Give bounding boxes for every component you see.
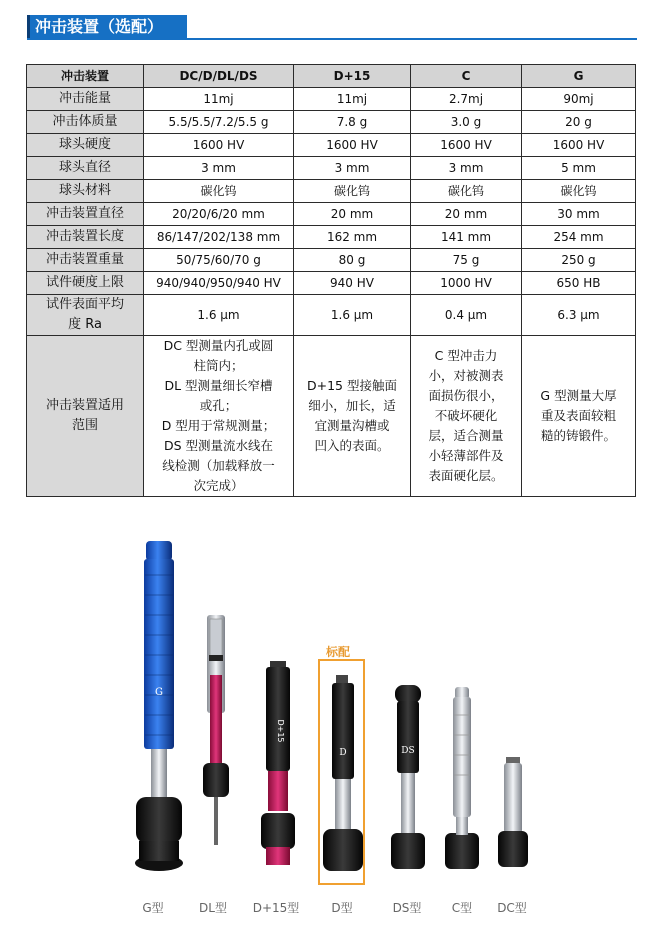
table-cell: 1000 HV <box>411 272 522 295</box>
table-cell: 碳化钨 <box>294 180 411 203</box>
table-cell: 1.6 μm <box>294 295 411 336</box>
row-label: 冲击装置重量 <box>27 249 144 272</box>
range-line: D 型用于常规测量； <box>161 418 276 433</box>
range-line: DC 型测量内孔或圆 <box>163 338 274 353</box>
table-cell: 3 mm <box>411 157 522 180</box>
range-line: 小轻薄部件及 <box>428 448 504 463</box>
table-cell: 20 g <box>522 111 636 134</box>
range-line: 柱筒内； <box>193 358 244 373</box>
probe-label-dl: DL型 <box>199 901 227 915</box>
table-row <box>27 272 636 295</box>
probe-label-g: G型 <box>142 901 164 915</box>
table-cell: 1600 HV <box>144 134 294 157</box>
table-row <box>27 180 636 203</box>
range-line: 凹入的表面。 <box>314 438 390 453</box>
table-cell: 80 g <box>294 249 411 272</box>
range-line: 细小，加长，适 <box>308 398 396 413</box>
table-row <box>27 88 636 111</box>
table-row <box>27 134 636 157</box>
probe-label-d15: D+15型 <box>252 901 300 915</box>
header-divider <box>27 38 637 40</box>
probe-label-ds: DS型 <box>392 901 422 915</box>
probe-g <box>135 541 183 871</box>
probe-c <box>445 687 479 869</box>
table-cell: 20/20/6/20 mm <box>144 203 294 226</box>
table-row-roughness <box>27 295 636 336</box>
table-row-range <box>27 336 636 497</box>
table-cell: 2.7mj <box>411 88 522 111</box>
table-cell: 254 mm <box>522 226 636 249</box>
range-line: DS 型测量流水线在 <box>163 438 274 453</box>
table-cell: 1600 HV <box>294 134 411 157</box>
row-label-line: 试件表面平均 <box>45 297 124 312</box>
range-line: 小，对被测表 <box>428 368 504 383</box>
row-label: 球头硬度 <box>27 134 144 157</box>
range-line: 不破坏硬化 <box>434 408 498 423</box>
table-row <box>27 203 636 226</box>
table-row <box>27 157 636 180</box>
table-cell: 0.4 μm <box>411 295 522 336</box>
table-cell: 650 HB <box>522 272 636 295</box>
range-cell-g <box>522 336 636 497</box>
row-label: 冲击能量 <box>27 88 144 111</box>
row-label-line: 范围 <box>71 418 98 433</box>
range-line: 面损伤很小， <box>428 388 504 403</box>
table-cell: 1600 HV <box>522 134 636 157</box>
row-label <box>27 336 144 497</box>
table-cell: 250 g <box>522 249 636 272</box>
table-cell: 6.3 μm <box>522 295 636 336</box>
table-row <box>27 111 636 134</box>
table-cell: 90mj <box>522 88 636 111</box>
table-cell: 11mj <box>294 88 411 111</box>
row-label: 冲击装置长度 <box>27 226 144 249</box>
table-cell: 940 HV <box>294 272 411 295</box>
table-cell: 75 g <box>411 249 522 272</box>
range-line: D+15 型接触面 <box>307 378 397 393</box>
range-line: 或孔； <box>199 398 238 413</box>
range-cell-d15 <box>294 336 411 497</box>
table-cell: 3 mm <box>294 157 411 180</box>
probe-dl <box>203 615 229 845</box>
range-line: 次完成） <box>193 478 244 493</box>
probe-dc <box>498 757 528 867</box>
table-row <box>27 226 636 249</box>
row-label: 试件硬度上限 <box>27 272 144 295</box>
probe-label-dc: DC型 <box>497 901 527 915</box>
range-line: 重及表面较粗 <box>540 408 616 423</box>
probe-label-d: D型 <box>331 901 353 915</box>
header-cell: DC/D/DL/DS <box>144 65 294 88</box>
range-cell-c <box>411 336 522 497</box>
range-line: 线检测（加载释放一 <box>162 458 275 473</box>
table-cell: 3 mm <box>144 157 294 180</box>
probes-figure <box>0 535 665 921</box>
table-row <box>27 249 636 272</box>
range-line: C 型冲击力 <box>434 348 498 363</box>
row-label-line: 度 Ra <box>68 317 102 332</box>
probe-d-mark: D <box>339 748 347 758</box>
table-cell: 1600 HV <box>411 134 522 157</box>
probe-g-mark: G <box>155 687 163 698</box>
probe-d15 <box>261 661 295 865</box>
table-header-row <box>27 65 636 88</box>
row-label: 冲击装置直径 <box>27 203 144 226</box>
table-cell: 20 mm <box>294 203 411 226</box>
range-line: 糙的铸锻件。 <box>540 428 616 443</box>
section-title: 冲击装置（选配） <box>27 15 187 38</box>
range-line: 表面硬化层。 <box>428 468 504 483</box>
table-cell: 5.5/5.5/7.2/5.5 g <box>144 111 294 134</box>
header-cell: 冲击装置 <box>27 65 144 88</box>
table-cell: 碳化钨 <box>522 180 636 203</box>
table-cell: 碳化钨 <box>411 180 522 203</box>
table-cell: 5 mm <box>522 157 636 180</box>
section-header <box>27 10 637 41</box>
spec-table <box>26 64 636 497</box>
range-line: 宜测量沟槽或 <box>314 418 390 433</box>
row-label: 冲击体质量 <box>27 111 144 134</box>
standard-highlight-box <box>318 659 365 885</box>
probe-d15-mark: D+15 <box>276 719 285 743</box>
range-cell-dc <box>144 336 294 497</box>
header-cell: D+15 <box>294 65 411 88</box>
probe-label-c: C型 <box>451 901 473 915</box>
range-line: G 型测量大厚 <box>540 388 617 403</box>
table-cell: 7.8 g <box>294 111 411 134</box>
row-label-line: 冲击装置适用 <box>45 398 124 413</box>
table-cell: 86/147/202/138 mm <box>144 226 294 249</box>
row-label: 球头直径 <box>27 157 144 180</box>
table-cell: 3.0 g <box>411 111 522 134</box>
probe-ds-mark: DS <box>401 746 415 756</box>
table-cell: 940/940/950/940 HV <box>144 272 294 295</box>
range-line: 层，适合测量 <box>428 428 504 443</box>
header-cell: G <box>522 65 636 88</box>
row-label <box>27 295 144 336</box>
header-cell: C <box>411 65 522 88</box>
table-cell: 162 mm <box>294 226 411 249</box>
table-cell: 碳化钨 <box>144 180 294 203</box>
table-cell: 1.6 μm <box>144 295 294 336</box>
row-label: 球头材料 <box>27 180 144 203</box>
standard-tag: 标配 <box>326 645 351 659</box>
table-cell: 20 mm <box>411 203 522 226</box>
table-cell: 30 mm <box>522 203 636 226</box>
table-cell: 11mj <box>144 88 294 111</box>
table-cell: 141 mm <box>411 226 522 249</box>
table-cell: 50/75/60/70 g <box>144 249 294 272</box>
range-line: DL 型测量细长窄槽 <box>164 378 273 393</box>
probe-ds <box>391 685 425 869</box>
